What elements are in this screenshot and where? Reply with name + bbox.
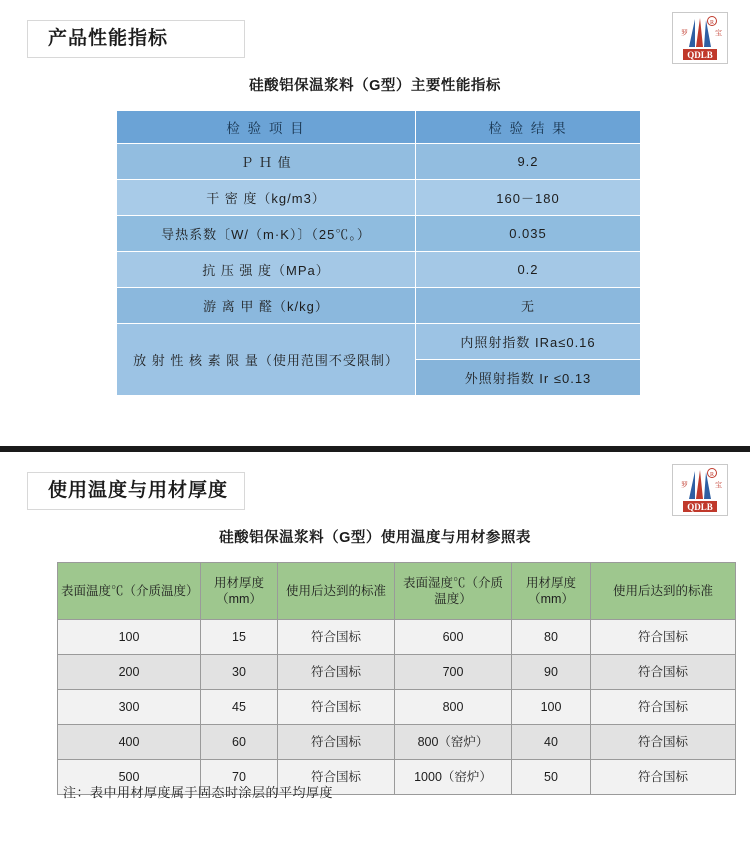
temperature-table [57, 562, 736, 795]
cell-standard-2: 符合国标 [591, 620, 736, 655]
cell-item: 游 离 甲 醛（k/kg） [117, 288, 416, 324]
section-header-1 [0, 0, 750, 76]
cell-surface-temp: 100 [58, 620, 201, 655]
svg-text:罗: 罗 [681, 29, 688, 37]
page-title-1: 产品性能指标 [42, 26, 174, 52]
section-temperature-thickness [0, 452, 750, 852]
cell-thickness-2: 90 [512, 655, 591, 690]
svg-text:宝: 宝 [715, 29, 722, 37]
cell-result: 9.2 [416, 144, 641, 180]
cell-thickness-1: 70 [201, 760, 278, 795]
cell-surface-humidity: 800 [395, 690, 512, 725]
cell-surface-temp: 200 [58, 655, 201, 690]
cell-standard-1: 符合国标 [278, 760, 395, 795]
cell-thickness-1: 30 [201, 655, 278, 690]
cell-thickness-2: 50 [512, 760, 591, 795]
svg-text:R: R [709, 472, 715, 478]
table-caption-2: 硅酸铝保温浆料（G型）使用温度与用材参照表 [219, 530, 531, 546]
table-row [117, 252, 641, 288]
cell-thickness-2: 80 [512, 620, 591, 655]
table-row [58, 655, 736, 690]
brand-logo-2 [672, 464, 728, 516]
cell-result-external: 外照射指数 Ir ≤0.13 [416, 360, 641, 396]
logo-mark-icon [673, 13, 727, 63]
cell-result-internal: 内照射指数 IRa≤0.16 [416, 324, 641, 360]
table-row [117, 180, 641, 216]
cell-standard-1: 符合国标 [278, 725, 395, 760]
cell-item: 导热系数〔W/（m·K）〕（25℃。） [117, 216, 416, 252]
performance-table-wrap [116, 110, 634, 396]
column-header-thickness-2: 用材厚度（mm） [512, 563, 591, 620]
column-header-result: 检 验 结 果 [416, 111, 641, 144]
svg-text:宝: 宝 [715, 481, 722, 489]
svg-text:QDLB: QDLB [687, 502, 713, 512]
column-header-item: 检 验 项 目 [117, 111, 416, 144]
table-header-row [117, 111, 641, 144]
table-row [58, 725, 736, 760]
table-row [117, 288, 641, 324]
cell-surface-temp: 500 [58, 760, 201, 795]
column-header-surface-humidity: 表面湿度℃（介质温度） [395, 563, 512, 620]
cell-item: 放 射 性 核 素 限 量（使用范围不受限制） [117, 324, 416, 396]
cell-item: 抗 压 强 度（MPa） [117, 252, 416, 288]
table-caption-1: 硅酸铝保温浆料（G型）主要性能指标 [249, 78, 501, 94]
cell-standard-1: 符合国标 [278, 655, 395, 690]
cell-item: Ｐ Ｈ 值 [117, 144, 416, 180]
cell-thickness-1: 60 [201, 725, 278, 760]
column-header-standard-1: 使用后达到的标准 [278, 563, 395, 620]
cell-result: 无 [416, 288, 641, 324]
cell-result: 0.2 [416, 252, 641, 288]
cell-surface-temp: 400 [58, 725, 201, 760]
cell-thickness-1: 45 [201, 690, 278, 725]
cell-thickness-1: 15 [201, 620, 278, 655]
cell-result: 160－180 [416, 180, 641, 216]
table-row [117, 324, 641, 360]
cell-standard-2: 符合国标 [591, 690, 736, 725]
cell-surface-temp: 300 [58, 690, 201, 725]
table-row [58, 620, 736, 655]
cell-standard-1: 符合国标 [278, 620, 395, 655]
svg-text:R: R [709, 20, 715, 26]
svg-text:罗: 罗 [681, 481, 688, 489]
section-header-2 [0, 452, 750, 528]
cell-result: 0.035 [416, 216, 641, 252]
cell-standard-1: 符合国标 [278, 690, 395, 725]
logo-mark-icon [673, 465, 727, 515]
cell-surface-humidity: 800（窑炉） [395, 725, 512, 760]
cell-surface-humidity: 600 [395, 620, 512, 655]
performance-table [116, 110, 641, 396]
column-header-thickness-1: 用材厚度（mm） [201, 563, 278, 620]
page-title-2: 使用温度与用材厚度 [42, 478, 234, 504]
cell-thickness-2: 40 [512, 725, 591, 760]
table-row [117, 144, 641, 180]
table-row [58, 690, 736, 725]
cell-thickness-2: 100 [512, 690, 591, 725]
table-note: 注：表中用材厚度属于固态时涂层的平均厚度 [63, 785, 334, 800]
cell-standard-2: 符合国标 [591, 725, 736, 760]
cell-surface-humidity: 1000（窑炉） [395, 760, 512, 795]
cell-surface-humidity: 700 [395, 655, 512, 690]
svg-text:QDLB: QDLB [687, 50, 713, 60]
cell-standard-2: 符合国标 [591, 760, 736, 795]
column-header-standard-2: 使用后达到的标准 [591, 563, 736, 620]
temperature-table-wrap [57, 562, 713, 800]
table-row [117, 216, 641, 252]
column-header-surface-temp: 表面温度℃（介质温度） [58, 563, 201, 620]
cell-item: 干 密 度（kg/m3） [117, 180, 416, 216]
table-header-row [58, 563, 736, 620]
brand-logo-1 [672, 12, 728, 64]
cell-standard-2: 符合国标 [591, 655, 736, 690]
